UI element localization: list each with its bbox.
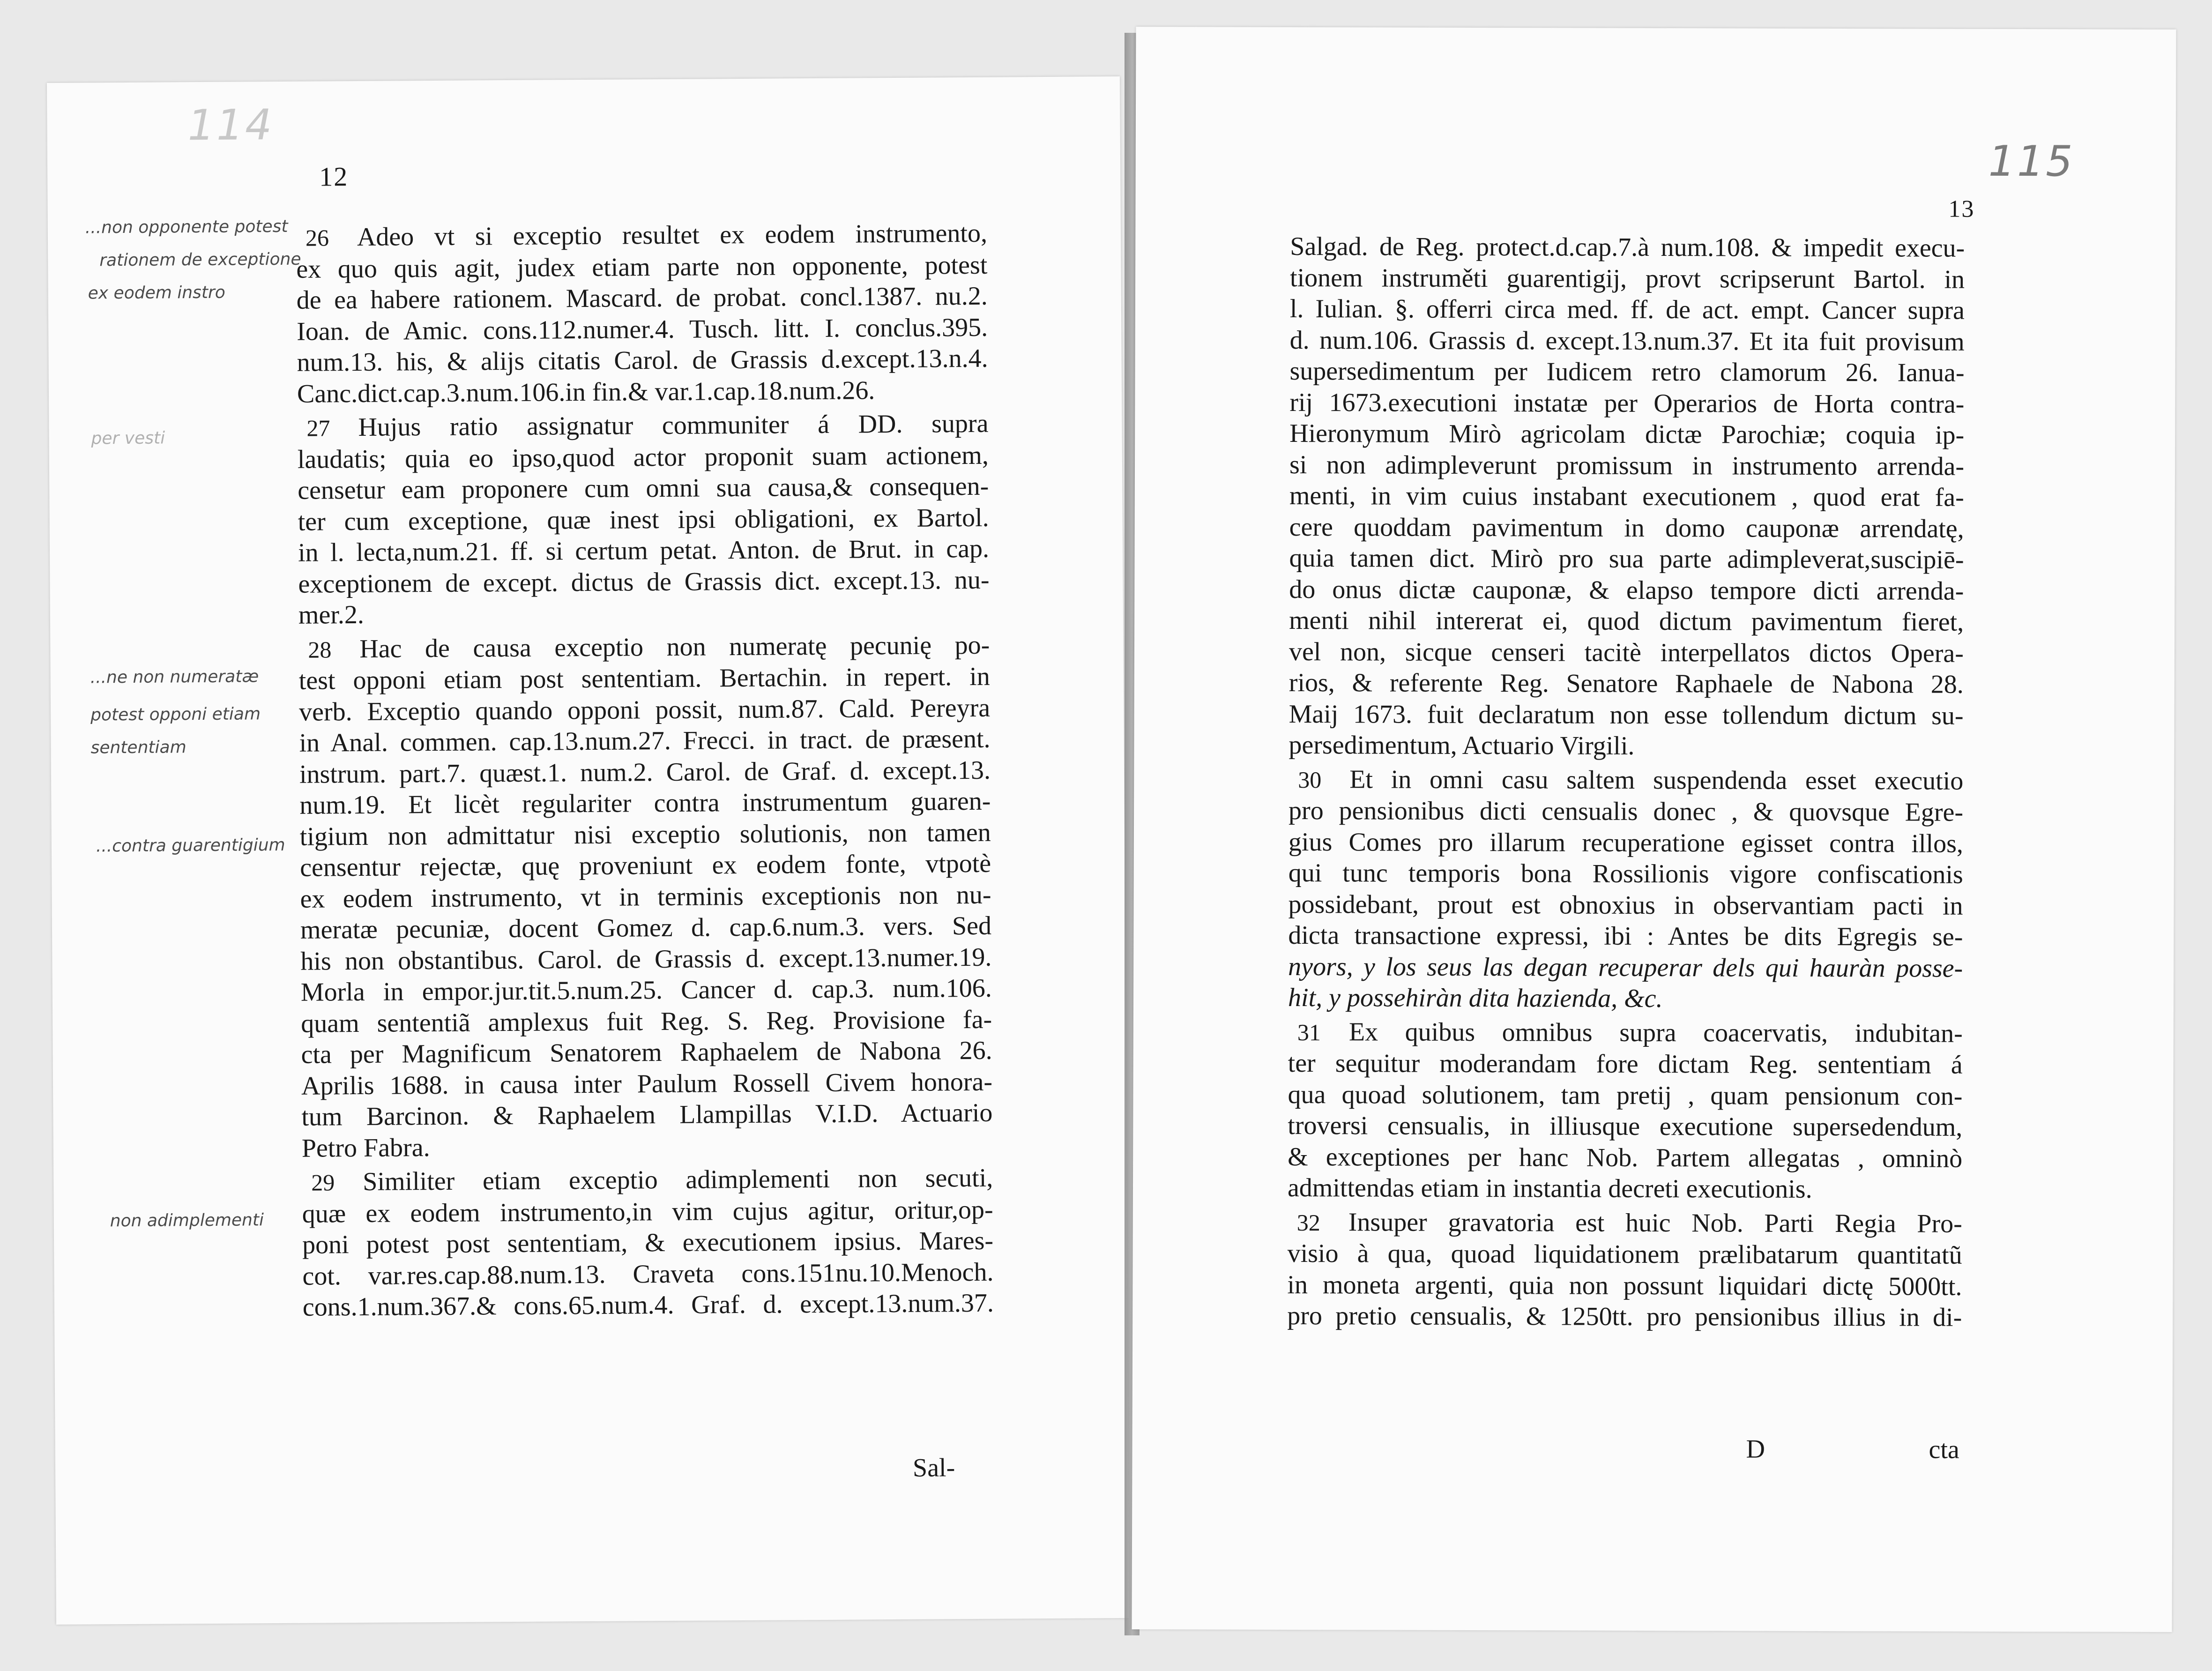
- paragraph-32: 32 Insuper gravatoria est huic Nob. Parti Regia Pro- visio à qua, quoad liquidationem prælibatarum quantitatũ in moneta argenti, quia non possunt liquidari dictę 5000tt. pro pretio censualis, & 1250tt. pro pensionibus illius in di-: [1287, 1207, 1962, 1332]
- paragraph-continued: Salgad. de Reg. protect.d.cap.7.à num.108. & impedit execu- tionem instruměti guarentigij, provt scripserunt Bartol. in l. Iulian. §. offerri circa med. ff. de act. empt. Cancer supra d. num.106. Grassis d. except.13.num.37. Et ita fuit provisum supersedimentum per Iudicem retro clamorum 26. Ianua- rij 1673.executioni instatæ per Operarios de Horta contra- Hieronymum Mirò agricolam dictæ Parochiæ; coquia ip- si non adimpleverunt promissum in instrumento arrenda- menti, in vim cuius instabant executionem , quod erat fa- cere quoddam pavimentum in domo cauponæ arrendatę, quia tamen dict. Mirò pro sua parte adimpleverat,suscipiē- do onus dictæ cauponæ, & elapso tempore dicti arrenda- menti nihil intererat ei, quod dictum pavimentum fieret, vel non, sicque censeri tacitè interpellatos dictos Opera- rios, & referente Reg. Senatore Raphaele de Nabona 28. Maij 1673. fuit declaratum non esse tollendum dictum su- persedimentum, Actuario Virgili.: [1288, 231, 1965, 761]
- margin-note: ...ne non numeratæ: [90, 667, 259, 687]
- page-number-right: 13: [1948, 195, 1975, 223]
- paragraph-number: 31: [1297, 1019, 1321, 1045]
- catchword-left: Sal-: [912, 1453, 955, 1483]
- pencil-folio-right: 115: [1988, 136, 2075, 186]
- pencil-folio-left: 114: [187, 100, 274, 150]
- margin-note: potest opponi etiam: [90, 704, 261, 725]
- margin-note: sententiam: [90, 738, 186, 758]
- paragraph-number: 26: [305, 224, 329, 251]
- signature-mark: D: [1746, 1434, 1765, 1464]
- paragraph-number: 29: [311, 1169, 335, 1196]
- paragraph-30: 30 Et in omni casu saltem suspendenda esset executio pro pensionibus dicti censualis donec , & quovsque Egre- gius Comes pro illarum recuperatione egisset contra illos, qui tunc temporis bona Rossilionis vigore confiscationis possidebant, prout est obnoxius in observantiam pacti in dicta transactione expressi, ibi : Antes be dits Egregis se- nyors, y los seus las degan recuperar dels qui hauràn posse- hit, y possehiràn dita hazienda, &c.: [1288, 764, 1964, 1014]
- catchword-right: cta: [1929, 1435, 1959, 1464]
- left-page: [47, 76, 1129, 1625]
- right-page: [1132, 27, 2176, 1632]
- paragraph-27: 27 Hujus ratio assignatur communiter á DD. supra laudatis; quia eo ipso,quod actor proponit suam actionem, censetur eam proponere cum omni sua causa,& consequen- ter cum exceptione, quæ inest ipsi obligationi, ex Bartol. in l. lecta,num.21. ff. si certum petat. Anton. de Brut. in cap. exceptionem de except. dictus de Grassis dict. except.13. nu- mer.2.: [297, 409, 990, 630]
- margin-note: ...non opponente potest: [85, 216, 288, 238]
- left-text-column: [296, 218, 994, 1326]
- paragraph-31: 31 Ex quibus omnibus supra coacervatis, indubitan- ter sequitur moderandam fore dictam Reg. sententiam á qua quoad solutionem, tam pretij , quam pensionum con- troversi censualis, in illiusque executione supersedendum, & exceptiones per hanc Nob. Partem allegatas , omninò admittendas etiam in instantia decreti executionis.: [1287, 1017, 1963, 1204]
- margin-note: ...contra guarentigium: [96, 835, 285, 856]
- margin-note: rationem de exceptione: [99, 249, 301, 270]
- paragraph-26: 26 Adeo vt si exceptio resultet ex eodem instrumento, ex quo quis agit, judex etiam parte non opponente, potest de ea habere rationem. Mascard. de probat. concl.1387. nu.2. Ioan. de Amic. cons.112.numer.4. Tusch. litt. I. conclus.395. num.13. his, & alijs citatis Carol. de Grassis d.except.13.n.4. Canc.dict.cap.3.num.106.in fin.& var.1.cap.18.num.26.: [296, 218, 988, 409]
- margin-note: ex eodem instro: [88, 283, 225, 303]
- paragraph-28: 28 Hac de causa exceptio non numeratę pecunię po- test opponi etiam post sententiam. Bertachin. in repert. in verb. Exceptio quando opponi possit, num.87. Cald. Pereyra in Anal. commen. cap.13.num.27. Frecci. in tract. de præsent. instrum. part.7. quæst.1. num.2. Carol. de Graf. d. except.13. num.19. Et licèt regulariter contra instrumentum guaren- tigium non admittatur nisi exceptio solutionis, non tamen censentur rejectæ, quę proveniunt ex eodem fonte, vtpotè ex eodem instrumento, vt in terminis exceptionis non nu- meratæ pecuniæ, docent Gomez d. cap.6.num.3. vers. Sed his non obstantibus. Carol. de Grassis d. except.13.numer.19. Morla in empor.jur.tit.5.num.25. Cancer d. cap.3. num.106. quam sententiã amplexus fuit Reg. S. Reg. Provisione fa- cta per Magnificum Senatorem Raphaelem de Nabona 26. Aprilis 1688. in causa inter Paulum Rossell Civem honora- tum Barcinon. & Raphaelem Llampillas V.I.D. Actuario Petro Fabra.: [298, 630, 993, 1163]
- paragraph-number: 28: [308, 636, 332, 663]
- margin-note: non adimplementi: [110, 1210, 264, 1231]
- right-text-column: [1287, 231, 1965, 1336]
- margin-note: per vesti: [91, 428, 165, 448]
- paragraph-number: 32: [1296, 1209, 1320, 1236]
- paragraph-number: 27: [306, 415, 330, 441]
- page-number-left: 12: [319, 161, 349, 192]
- paragraph-number: 30: [1298, 766, 1322, 793]
- paragraph-29: 29 Similiter etiam exceptio adimplementi non secuti, quæ ex eodem instrumento,in vim cujus agitur, oritur,op- poni potest post sententiam, & executionem ipsius. Mares- cot. var.res.cap.88.num.13. Craveta cons.151nu.10.Menoch. cons.1.num.367.& cons.65.num.4. Graf. d. except.13.num.37.: [302, 1163, 994, 1322]
